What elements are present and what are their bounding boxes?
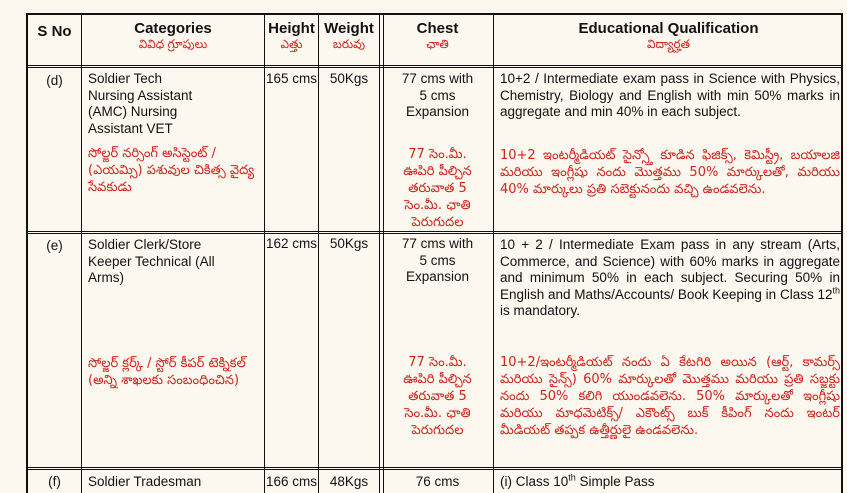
row-e-education-en-tail: is mandatory. xyxy=(500,303,581,318)
header-chest-en: Chest xyxy=(416,20,459,37)
row-e-education-en xyxy=(500,237,840,320)
row-f-height: 166 cms xyxy=(265,474,318,489)
row-e-category xyxy=(88,237,260,389)
row-separator xyxy=(28,231,841,234)
row-e-weight: 50Kgs xyxy=(329,236,369,251)
row-e-chest-te: 77 సెం.మీ. ఊపిరి పీల్చిన తరువాత 5 సెం.మీ. ఛాతి పెరుగుదల xyxy=(403,354,472,438)
row-d-weight: 50Kgs xyxy=(329,71,369,86)
row-f-education-tail: Simple Pass xyxy=(575,474,655,489)
header-categories xyxy=(82,20,264,51)
header-categories-en: Categories xyxy=(134,20,212,37)
header-separator xyxy=(28,65,841,68)
header-education-te: విద్యార్హత xyxy=(647,37,690,51)
header-weight xyxy=(319,20,379,51)
row-f-education xyxy=(500,474,840,491)
row-d-education xyxy=(500,71,840,198)
row-f-weight: 48Kgs xyxy=(329,474,369,489)
row-f-chest: 76 cms xyxy=(415,474,460,489)
header-height-en: Height xyxy=(268,20,315,37)
row-e-chest-en: 77 cms with 5 cms Expansion xyxy=(401,236,474,284)
row-f-education-sup: th xyxy=(568,472,576,483)
row-e-education-en-text: 10 + 2 / Intermediate Exam pass in any stream (Arts, Commerce, and Science) with 60% marks in aggregate and minimum 50% in each subject. Securing 50% in English and Maths/Accounts/ Book Keeping in Class 12 xyxy=(500,237,840,302)
row-e-education-te: 10+2/ఇంటర్మీడియట్ నందు ఏ కేటగిరి అయిన (ఆర్ట్, కామర్స్ మరియు సైన్స్) 60% మార్కులతో మొత్తము మరియు ప్రతి సబ్జక్టు నందు 50% కలిగి యుండవలెను. 50% మార్కులతో ఇంగ్లీషు మరియు మాధమెటిక్స్/ ఎకౌంట్స్ బుక్ కీపింగ్ నందు ఇంటర్ మీడియట్ తప్పక ఉత్తీర్ణులై ఉండవలెను. xyxy=(500,354,840,438)
row-d-education-en: 10+2 / Intermediate exam pass in Science with Physics, Chemistry, Biology and English with min 50% marks in aggregate and min 40% in each subject. xyxy=(500,71,840,119)
row-e-chest xyxy=(382,236,493,439)
row-d-chest-te: 77 సెం.మీ. ఊపిరి పీల్చిన తరువాత 5 సెం.మీ. ఛాతి పెరుగుదల xyxy=(403,146,472,230)
header-education xyxy=(494,20,843,51)
row-separator xyxy=(28,467,841,470)
row-e-category-te: సోల్జర్ క్లర్క్ / స్టోర్ కీపర్ టెక్నికల్ (అన్ని శాఖలకు సంబంధించిన) xyxy=(88,355,246,388)
row-d-education-te: 10+2 ఇంటర్మీడియట్ సైన్స్తో కూడిన ఫిజిక్స్, కెమిస్ట్రీ, బయాలజి మరియు ఇంగ్లీషు నందు మొత్తము 50% మార్కులతో, మరియు 40% మార్కులు ప్రతి సబెక్టునందు వచ్చి ఉండవలెను. xyxy=(500,147,840,197)
col-divider xyxy=(81,15,82,493)
col-divider xyxy=(493,15,494,493)
header-sno-label: S No xyxy=(37,23,72,40)
row-d-chest-en: 77 cms with 5 cms Expansion xyxy=(401,71,474,119)
row-e-education-en-sup: th xyxy=(832,285,840,295)
row-d-category-te: సోల్జర్ నర్సింగ్ అసిస్టెంట్ / (ఎయమ్సి) పశువుల చికిత్స వైద్య సేవకుడు xyxy=(88,146,255,195)
header-height-te: ఎత్తు xyxy=(280,37,303,51)
eligibility-table xyxy=(26,13,843,493)
row-d-category xyxy=(88,71,260,196)
row-e-height: 162 cms xyxy=(265,236,318,251)
row-e-education xyxy=(500,237,840,439)
row-d-chest xyxy=(382,71,493,231)
header-weight-en: Weight xyxy=(324,20,374,37)
header-weight-te: బరువు xyxy=(332,37,366,51)
row-f-category: Soldier Tradesman xyxy=(88,474,202,489)
row-e-category-en: Soldier Clerk/Store Keeper Technical (All Arms) xyxy=(88,237,215,285)
row-e-sno: (e) xyxy=(46,238,63,253)
row-f-education-text: (i) Class 10 xyxy=(500,474,569,489)
header-sno xyxy=(28,23,81,40)
header-height xyxy=(265,20,318,51)
row-f-sno: (f) xyxy=(48,474,61,489)
header-chest xyxy=(382,20,493,51)
header-categories-te: వివిధ గ్రూపులు xyxy=(138,37,208,51)
header-education-en: Educational Qualification xyxy=(578,20,759,37)
row-d-sno: (d) xyxy=(46,73,63,88)
row-d-height: 165 cms xyxy=(265,71,318,86)
header-chest-te: ఛాతి xyxy=(426,37,449,51)
row-d-category-en: Soldier Tech Nursing Assistant (AMC) Nursing Assistant VET xyxy=(88,71,193,136)
